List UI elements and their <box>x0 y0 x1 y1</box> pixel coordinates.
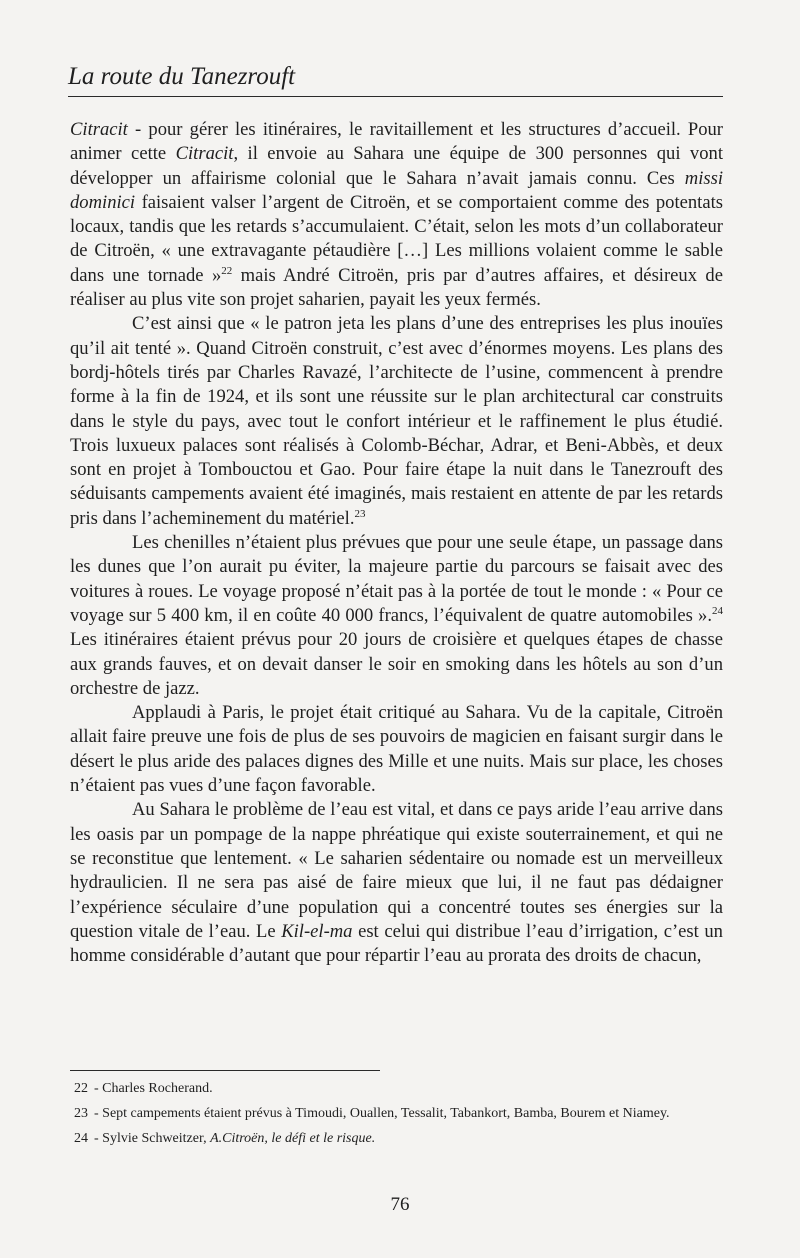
text-run: - Sept campements étaient prévus à Timoudi, Ouallen, Tessalit, Tabankort, Bamba, Bourem et Niamey. <box>94 1106 670 1121</box>
body-text <box>70 118 723 968</box>
footnote <box>74 1078 724 1099</box>
italic-text: A.Citroën, le défi et le risque. <box>210 1131 376 1146</box>
footnote-number: 23 <box>74 1106 88 1121</box>
running-head: La route du Tanezrouft <box>68 60 723 97</box>
footnote <box>74 1103 724 1124</box>
footnote <box>74 1128 724 1149</box>
paragraph <box>70 118 723 312</box>
text-run: Les chenilles n’étaient plus prévues que pour une seule étape, un passage dans les dunes que l’on aurait pu éviter, la majeure partie du parcours se faisait avec des voitures à roues. Le voyage proposé n’était pas à la portée de tout le monde : « Pour ce voyage sur 5 400 km, il en coûte 40 000 francs, l’équivalent de quatre automobiles ». <box>70 532 723 626</box>
text-run: - Sylvie Schweitzer, <box>94 1131 211 1146</box>
italic-text: Kil-el-ma <box>281 920 353 942</box>
italic-text: Citracit <box>175 143 234 165</box>
footnote-number: 24 <box>74 1131 88 1146</box>
footnote-number: 22 <box>74 1081 88 1096</box>
text-run: , il envoie au Sahara une équipe de 300 personnes qui vont développer un affairisme colonial que le Sahara n’avait jamais connu. Ces <box>70 143 723 189</box>
text-run: Au Sahara le problème de l’eau est vital, et dans ce pays aride l’eau arrive dans les oasis par un pompage de la nappe phréatique qui existe souterrainement, et qui ne se reconstitue que lentement. « Le saharien sédentaire ou nomade est un merveilleux hydraulicien. Il ne sera pas aisé de faire mieux que lui, il ne faut pas dédaigner l’expérience séculaire d’une population qui a concentré toutes ses énergies sur la question vitale de l’eau. Le <box>70 799 723 942</box>
page-number: 76 <box>390 1194 410 1215</box>
text-run: mais André Citroën, pris par d’autres affaires, et désireux de réaliser au plus vite son projet saharien, payait les yeux fermés. <box>70 264 723 311</box>
text-run: - pour gérer les itinéraires, le ravitaillement et les structures d’accueil. Pour animer cette <box>70 119 723 165</box>
footnote-reference: 22 <box>221 264 233 277</box>
text-run: Applaudi à Paris, le projet était critiqué au Sahara. Vu de la capitale, Citroën allait faire preuve une fois de plus de ses pouvoirs de magicien en faisant surgir dans le désert le plus aride des palaces dignes des Mille et une nuits. Mais sur place, les choses n’étaient pas vues d’une façon favorable. <box>70 702 723 797</box>
footnote-reference: 23 <box>354 507 366 520</box>
italic-text: Citracit <box>70 119 128 140</box>
text-run: est celui qui distribue l’eau d’irrigation, c’est un homme considérable d’autant que pour répartir l’eau au prorata des droits de chacun, <box>70 920 723 967</box>
text-run: Les itinéraires étaient prévus pour 20 jours de croisière et quelques étapes de chasse aux grands fauves, et on devait danser le soir en smoking dans les hôtels au son d’un orchestre de jazz. <box>70 629 723 699</box>
paragraph <box>70 701 723 798</box>
paragraph <box>70 798 723 968</box>
text-run: faisaient valser l’argent de Citroën, et se comportaient comme des potentats locaux, tandis que les retards s’accumulaient. C’était, selon les mots d’un collaborateur de Citroën, « une extravagante pétaudière […] Les millions volaient comme le sable dans une tornade » <box>70 191 723 286</box>
italic-text: missi dominici <box>70 167 723 213</box>
footnotes <box>74 1078 724 1153</box>
text-run: C’est ainsi que « le patron jeta les plans d’une des entreprises les plus inouïes qu’il ait tenté ». Quand Citroën construit, c’est avec d’énormes moyens. Les plans des bordj-hôtels tirés par Charles Ravazé, l’architecte de l’usine, commencent à prendre forme à la fin de 1924, et ils sont une réussite sur le plan architectural car construits dans le style du pays, avec tout le confort intérieur et le raffinement le plus étudié. Trois luxueux palaces sont réalisés à Colomb-Béchar, Adrar, et Beni-Abbès, et deux sont en projet à Tombouctou et Gao. Pour faire étape la nuit dans le Tanezrouft des séduisants campements avaient été imaginés, mais restaient en attente de par les retards pris dans l’acheminement du matériel. <box>70 313 723 529</box>
paragraph <box>70 312 723 531</box>
text-run: - Charles Rocherand. <box>94 1081 213 1096</box>
paragraph <box>70 531 723 701</box>
footnote-divider <box>70 1070 380 1071</box>
footnote-reference: 24 <box>712 604 723 617</box>
